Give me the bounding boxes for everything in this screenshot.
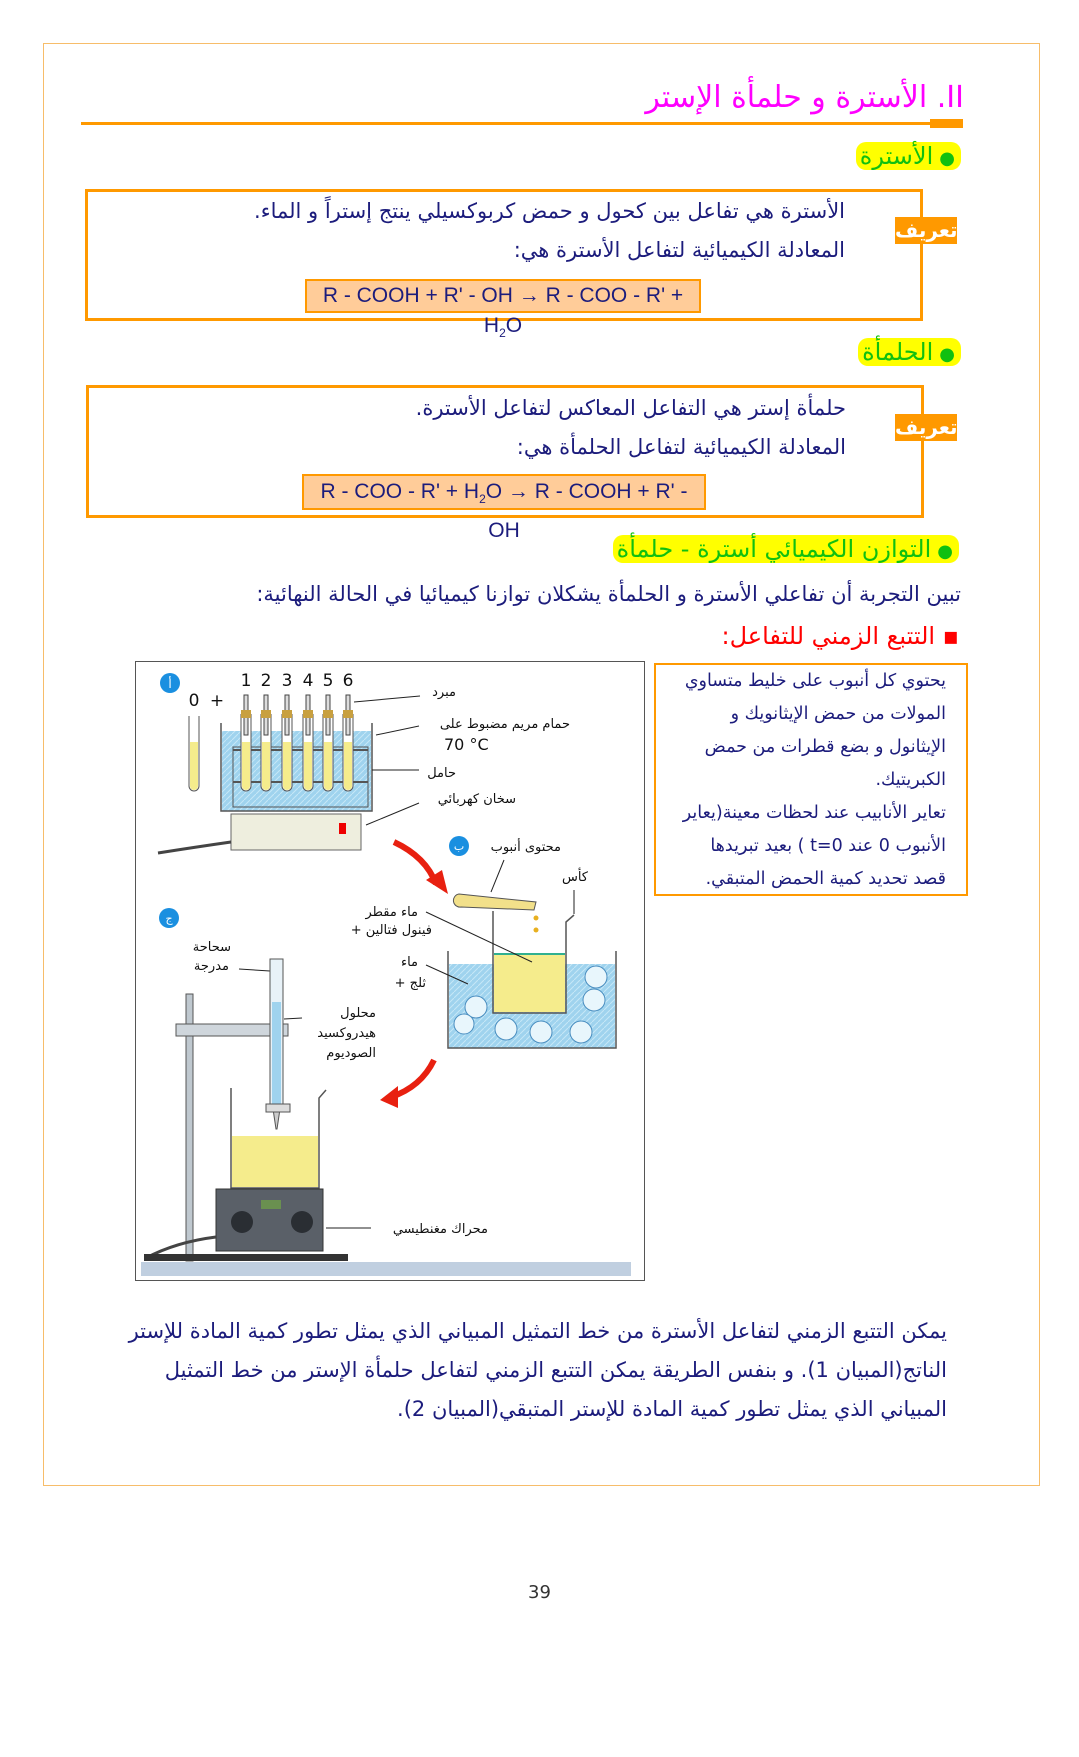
equation-subscript: 2 <box>479 492 486 507</box>
label-tube-content: محتوى أنبوب <box>490 840 561 855</box>
label-phenolphthalein: + فينول فتالين <box>350 923 432 938</box>
arrow-head <box>380 1086 398 1108</box>
tube-numbers <box>241 671 354 691</box>
badge-a <box>160 673 180 693</box>
tube-liquid <box>242 742 250 790</box>
label-naoh-2: هيدروكسيد <box>317 1026 376 1041</box>
bullet-icon: ● <box>937 541 953 562</box>
label-naoh-1: محلول <box>340 1006 376 1021</box>
tube-number: 1 <box>240 671 252 691</box>
arrow-line <box>366 803 419 825</box>
procedure-line: قصد تحديد كمية الحمض المتبقي. <box>705 869 946 889</box>
label-stirrer: محراك مغنطيسي <box>392 1222 488 1237</box>
label-water: ماء <box>400 955 418 970</box>
stand-base <box>144 1254 348 1261</box>
paragraph-line: يمكن التتبع الزمني لتفاعل الأسترة من خط التمثيل المبياني الذي يمثل تطور كمية المادة للإستر <box>128 1319 947 1343</box>
arrow-line <box>376 726 419 735</box>
equation-part: O <box>505 314 523 337</box>
badge-c <box>159 908 179 928</box>
heading-esterification <box>856 142 961 170</box>
svg-text:ج: ج <box>165 912 173 925</box>
definition-line: حلمأة إستر هي التفاعل المعاكس لتفاعل الأسترة. <box>415 396 846 420</box>
svg-text:ب: ب <box>453 840 465 853</box>
beaker-liquid <box>494 954 565 1012</box>
paragraph-line: المبياني الذي يمثل تطور كمية المادة للإستر المتبقي(المبيان 2). <box>397 1397 947 1421</box>
experiment-diagram <box>136 662 644 1280</box>
label-holder: حامل <box>427 766 456 781</box>
tube-number: 6 <box>342 671 354 691</box>
equation-subscript: 2 <box>499 326 506 341</box>
power-cord <box>158 842 231 853</box>
intro-paragraph: تبين التجربة أن تفاعلي الأسترة و الحلمأة يشكلان توازنا كيميائيا في الحالة النهائية: <box>256 582 961 606</box>
label-burette-1: سحاحة <box>192 940 231 955</box>
procedure-line: الإيثانول و بضع قطرات من حمض <box>704 737 946 757</box>
label-distilled-water: ماء مقطر <box>365 905 418 920</box>
heading-hydrolysis <box>858 338 961 366</box>
tube-number: 2 <box>260 671 272 691</box>
tube-liquid <box>262 742 270 790</box>
svg-text:أ: أ <box>168 677 172 691</box>
heater-switch <box>339 823 346 834</box>
tilted-tube <box>453 894 536 910</box>
label-temperature: 70 °C <box>444 735 489 754</box>
arrow-line <box>426 912 532 962</box>
tube-zero-label: 0 <box>188 691 200 711</box>
definition-box-esterification <box>85 189 923 341</box>
plus-sign: + <box>209 691 225 711</box>
equation-esterification <box>305 279 701 341</box>
titration-liquid <box>232 1136 318 1187</box>
procedure-line: يحتوي كل أنبوب على خليط متساوي <box>684 671 946 691</box>
stopper <box>282 710 292 718</box>
equation-part: O → R - COOH + R' - OH <box>485 480 688 543</box>
definition-line: المعادلة الكيميائية لتفاعل الحلمأة هي: <box>516 435 846 459</box>
badge-b <box>449 836 469 856</box>
title-underline-end <box>930 119 963 128</box>
procedure-line: تعاير الأنابيب عند لحظات معينة(يعاير <box>682 803 946 823</box>
stopper <box>241 710 251 718</box>
arrow-line <box>491 860 504 892</box>
tube-number: 3 <box>281 671 293 691</box>
heading-text: التوازن الكيميائي أسترة - حلمأة <box>616 535 932 563</box>
label-condenser: مبرد <box>432 685 456 700</box>
tube-liquid <box>324 742 332 790</box>
experiment-figure <box>135 661 645 1281</box>
tube-number: 4 <box>302 671 314 691</box>
title-underline <box>81 122 961 125</box>
page-number: 39 <box>528 1582 551 1603</box>
label-ice: + ثلج <box>394 976 426 991</box>
bullet-icon: ● <box>939 148 955 169</box>
label-beaker: كأس <box>561 870 588 885</box>
paragraph-line: الناتج(المبيان 1). و بنفس الطريقة يمكن التتبع الزمني لتفاعل حلمأة الإستر من خط التمثيل <box>164 1358 947 1382</box>
equation-part: R - COO - R' + H <box>320 480 480 503</box>
procedure-line: الأنبوب 0 عند t=0 ) بعيد تبريدها <box>710 836 946 856</box>
procedure-line: المولات من حمض الإيثانويك و <box>730 704 946 724</box>
definition-line: الأسترة هي تفاعل بين كحول و حمض كربوكسيلي ينتج إستراً و الماء. <box>254 199 845 223</box>
label-naoh-3: الصوديوم <box>326 1046 376 1061</box>
tube-number: 5 <box>322 671 334 691</box>
procedure-box <box>654 663 968 896</box>
heading-equilibrium <box>613 535 959 563</box>
definition-box-hydrolysis <box>86 385 924 543</box>
equation-hydrolysis <box>302 474 706 543</box>
definition-label: تعريف <box>895 415 958 439</box>
stopper <box>261 710 271 718</box>
equation-part: R - COOH + R' - OH → R - COO - R' + H <box>322 284 684 337</box>
procedure-line: الكبريتيك. <box>875 770 946 790</box>
definition-line: المعادلة الكيميائية لتفاعل الأسترة هي: <box>513 238 845 262</box>
label-bath: حمام مريم مضبوط على <box>439 717 570 732</box>
tube-liquid <box>304 742 312 790</box>
arrow-line <box>284 1018 302 1019</box>
heading-text: الأسترة <box>859 142 934 170</box>
arrow-line <box>239 969 270 971</box>
subheading-time-tracking: ▪ التتبع الزمني للتفاعل: <box>721 622 959 650</box>
heading-text: الحلمأة <box>862 338 934 366</box>
tube-liquid <box>344 742 352 790</box>
stopper <box>303 710 313 718</box>
stopper <box>323 710 333 718</box>
tube-liquid <box>283 742 291 790</box>
bullet-icon: ● <box>939 344 955 365</box>
arrow-line <box>354 696 420 702</box>
bench-surface <box>141 1262 631 1276</box>
stopper <box>343 710 353 718</box>
label-burette-2: مدرجة <box>193 959 229 974</box>
page-title: II. الأسترة و حلمأة الإستر <box>645 80 964 115</box>
tube-liquid <box>190 742 198 790</box>
stopcock <box>266 1104 290 1112</box>
label-heater: سخان كهربائي <box>437 792 516 807</box>
definition-label: تعريف <box>895 218 958 242</box>
